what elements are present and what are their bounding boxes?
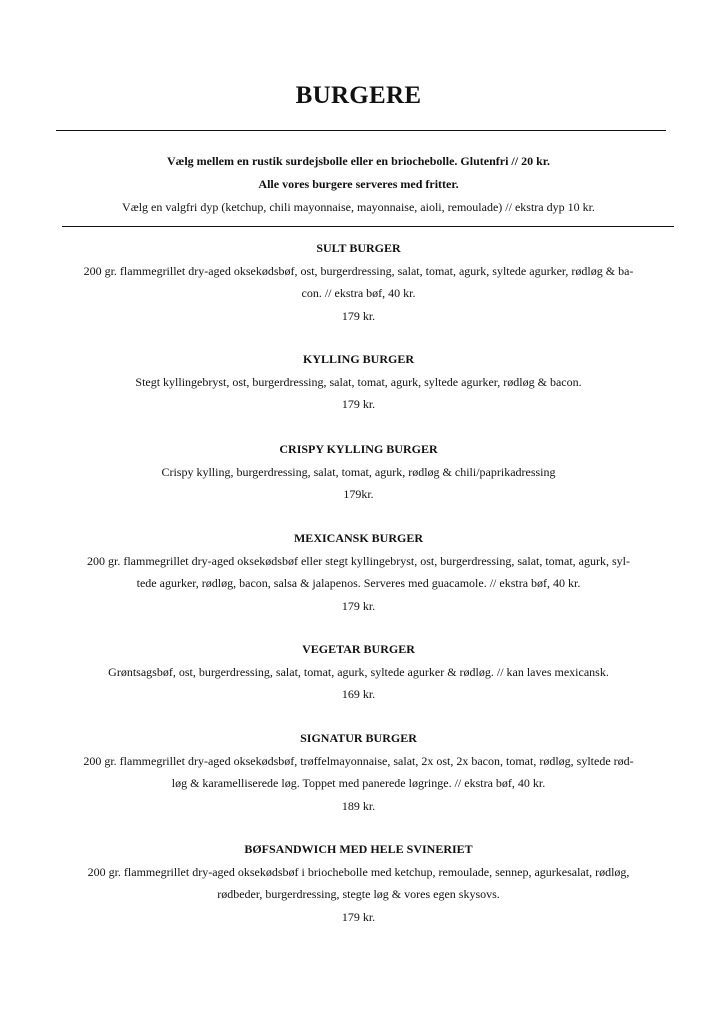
item-description-line: 200 gr. flammegrillet dry-aged oksekødsbøf, trøffelmayonnaise, salat, 2x ost, 2x bacon, tomat, rødløg, syltede rød- xyxy=(83,753,634,768)
item-name: SIGNATUR BURGER xyxy=(300,731,417,745)
menu-item-signatur-burger xyxy=(0,727,717,817)
item-description-line: Grøntsagsbøf, ost, burgerdressing, salat, tomat, agurk, syltede agurker & rødløg. // kan laves mexicansk. xyxy=(108,664,609,679)
item-name: VEGETAR BURGER xyxy=(302,642,415,656)
item-description-line: løg & karamelliserede løg. Toppet med panerede løgringe. // ekstra bøf, 40 kr. xyxy=(171,776,546,790)
intro-block xyxy=(0,150,717,219)
intro-line-bread: Vælg mellem en rustik surdejsbolle eller en briochebolle. Glutenfri // 20 kr. xyxy=(167,154,550,168)
item-description-line: 200 gr. flammegrillet dry-aged oksekødsbøf eller stegt kyllingebryst, ost, burgerdressing, salat, tomat, agurk, syl- xyxy=(87,553,630,568)
menu-item-vegetar-burger xyxy=(0,638,717,706)
item-description-line: 200 gr. flammegrillet dry-aged oksekødsbøf i briochebolle med ketchup, remoulade, sennep, agurkesalat, rødløg, xyxy=(87,864,630,879)
item-name: CRISPY KYLLING BURGER xyxy=(279,442,438,456)
item-description-line: 200 gr. flammegrillet dry-aged oksekødsbøf, ost, burgerdressing, salat, tomat, agurk, syltede agurker, rødløg & ba- xyxy=(83,263,634,278)
title-divider xyxy=(56,130,666,131)
page-title: BURGERE xyxy=(295,82,422,109)
item-name: SULT BURGER xyxy=(316,241,401,255)
intro-line-fries: Alle vores burgere serveres med fritter. xyxy=(258,177,459,191)
intro-divider xyxy=(62,226,674,227)
item-name: BØFSANDWICH MED HELE SVINERIET xyxy=(244,842,473,856)
item-price: 179 kr. xyxy=(341,397,376,411)
intro-line-dip: Vælg en valgfri dyp (ketchup, chili mayonnaise, mayonnaise, aioli, remoulade) // ekstra dyp 10 kr. xyxy=(122,200,595,214)
item-description-line: rødbeder, burgerdressing, stegte løg & vores egen skysovs. xyxy=(217,887,500,901)
item-description-line: con. // ekstra bøf, 40 kr. xyxy=(301,286,416,300)
menu-item-mexicansk-burger xyxy=(0,527,717,617)
menu-item-bofsandwich xyxy=(0,838,717,928)
menu-item-sult-burger xyxy=(0,237,717,327)
item-price: 169 kr. xyxy=(341,687,376,701)
item-name: KYLLING BURGER xyxy=(302,352,415,366)
item-price: 179 kr. xyxy=(341,909,376,924)
item-name: MEXICANSK BURGER xyxy=(293,531,423,545)
item-description-line: Stegt kyllingebryst, ost, burgerdressing, salat, tomat, agurk, syltede agurker, rødløg & bacon. xyxy=(135,374,582,389)
item-price: 179 kr. xyxy=(341,598,376,613)
item-description-line: tede agurker, rødløg, bacon, salsa & jalapenos. Serveres med guacamole. // ekstra bøf, 40 kr. xyxy=(136,576,581,590)
item-price: 179 kr. xyxy=(341,308,376,323)
menu-item-kylling-burger xyxy=(0,348,717,416)
item-price: 189 kr. xyxy=(341,798,376,813)
item-price: 179kr. xyxy=(343,487,374,501)
menu-item-crispy-kylling-burger xyxy=(0,438,717,506)
item-description-line: Crispy kylling, burgerdressing, salat, tomat, agurk, rødløg & chili/paprikadressing xyxy=(161,464,556,479)
